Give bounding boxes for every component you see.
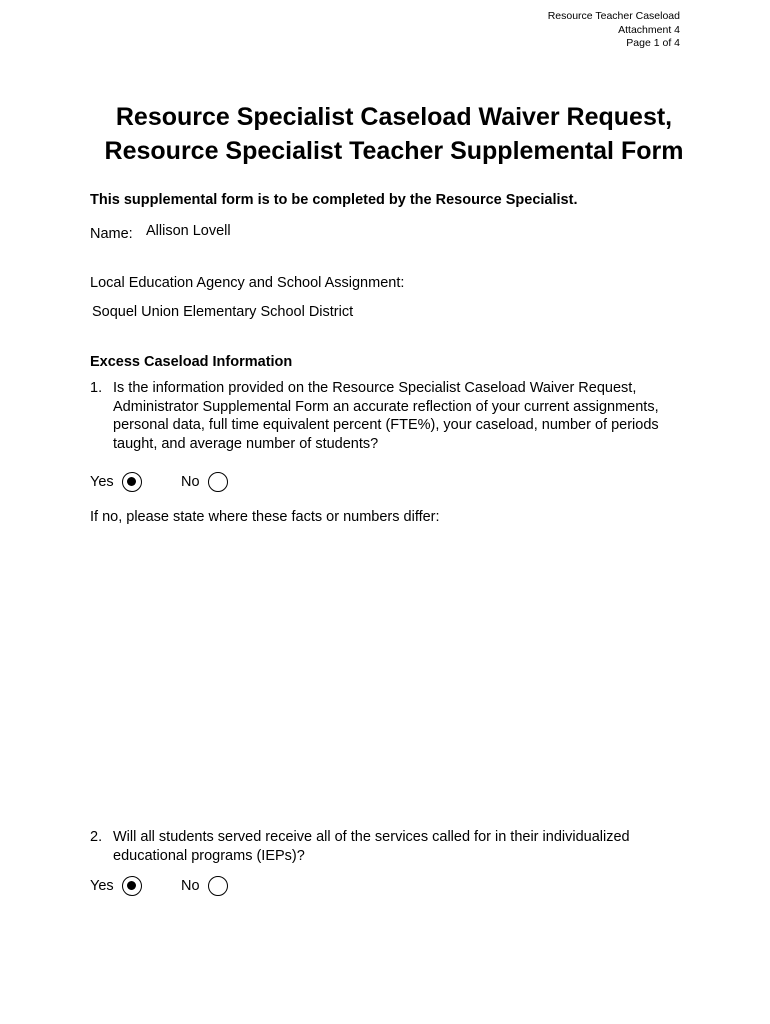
form-title-line-2: Resource Specialist Teacher Supplemental Form [104,137,684,165]
question-2-number: 2. [90,829,103,845]
question-2 [90,828,630,865]
q2-no-radio[interactable] [208,876,228,896]
page-header [548,10,680,51]
q2-yes-option[interactable] [90,876,142,896]
section-heading-excess-caseload: Excess Caseload Information [90,354,293,370]
header-caseload-label: Resource Teacher Caseload [547,10,680,22]
question-1-line: taught, and average number of students? [113,435,379,452]
q2-yes-label: Yes [90,878,114,894]
q1-no-radio[interactable] [208,472,228,492]
question-1-line: Is the information provided on the Resource Specialist Caseload Waiver Request, [113,380,637,396]
question-1-line: personal data, full time equivalent percent (FTE%), your caseload, number of periods [113,417,659,433]
q2-yes-radio[interactable] [122,876,142,896]
form-title [0,100,770,168]
question-2-line: Will all students served receive all of the services called for in their individualized [113,829,630,845]
form-title-line-1: Resource Specialist Caseload Waiver Request, [115,103,673,131]
question-1-line: Administrator Supplemental Form an accurate reflection of your current assignments, [113,398,659,415]
header-page-number: Page 1 of 4 [626,37,680,49]
question-1 [90,379,659,453]
q1-followup-label: If no, please state where these facts or numbers differ: [90,509,440,525]
q1-yes-radio[interactable] [122,472,142,492]
q1-no-option[interactable] [181,472,228,492]
name-label: Name: [90,226,133,242]
q1-yes-option[interactable] [90,472,142,492]
header-attachment-label: Attachment 4 [618,23,680,36]
question-2-line: educational programs (IEPs)? [113,847,305,864]
assignment-field[interactable]: Soquel Union Elementary School District [92,304,354,320]
q2-no-label: No [181,878,200,894]
assignment-label: Local Education Agency and School Assignment: [90,275,405,291]
intro-instruction: This supplemental form is to be completed by the Resource Specialist. [90,192,578,208]
name-field[interactable]: Allison Lovell [146,223,231,239]
q2-no-option[interactable] [181,876,228,896]
question-1-number: 1. [90,380,103,396]
q1-no-label: No [181,474,200,490]
q1-yes-label: Yes [90,474,114,490]
q1-followup-answer-area[interactable] [90,535,690,815]
